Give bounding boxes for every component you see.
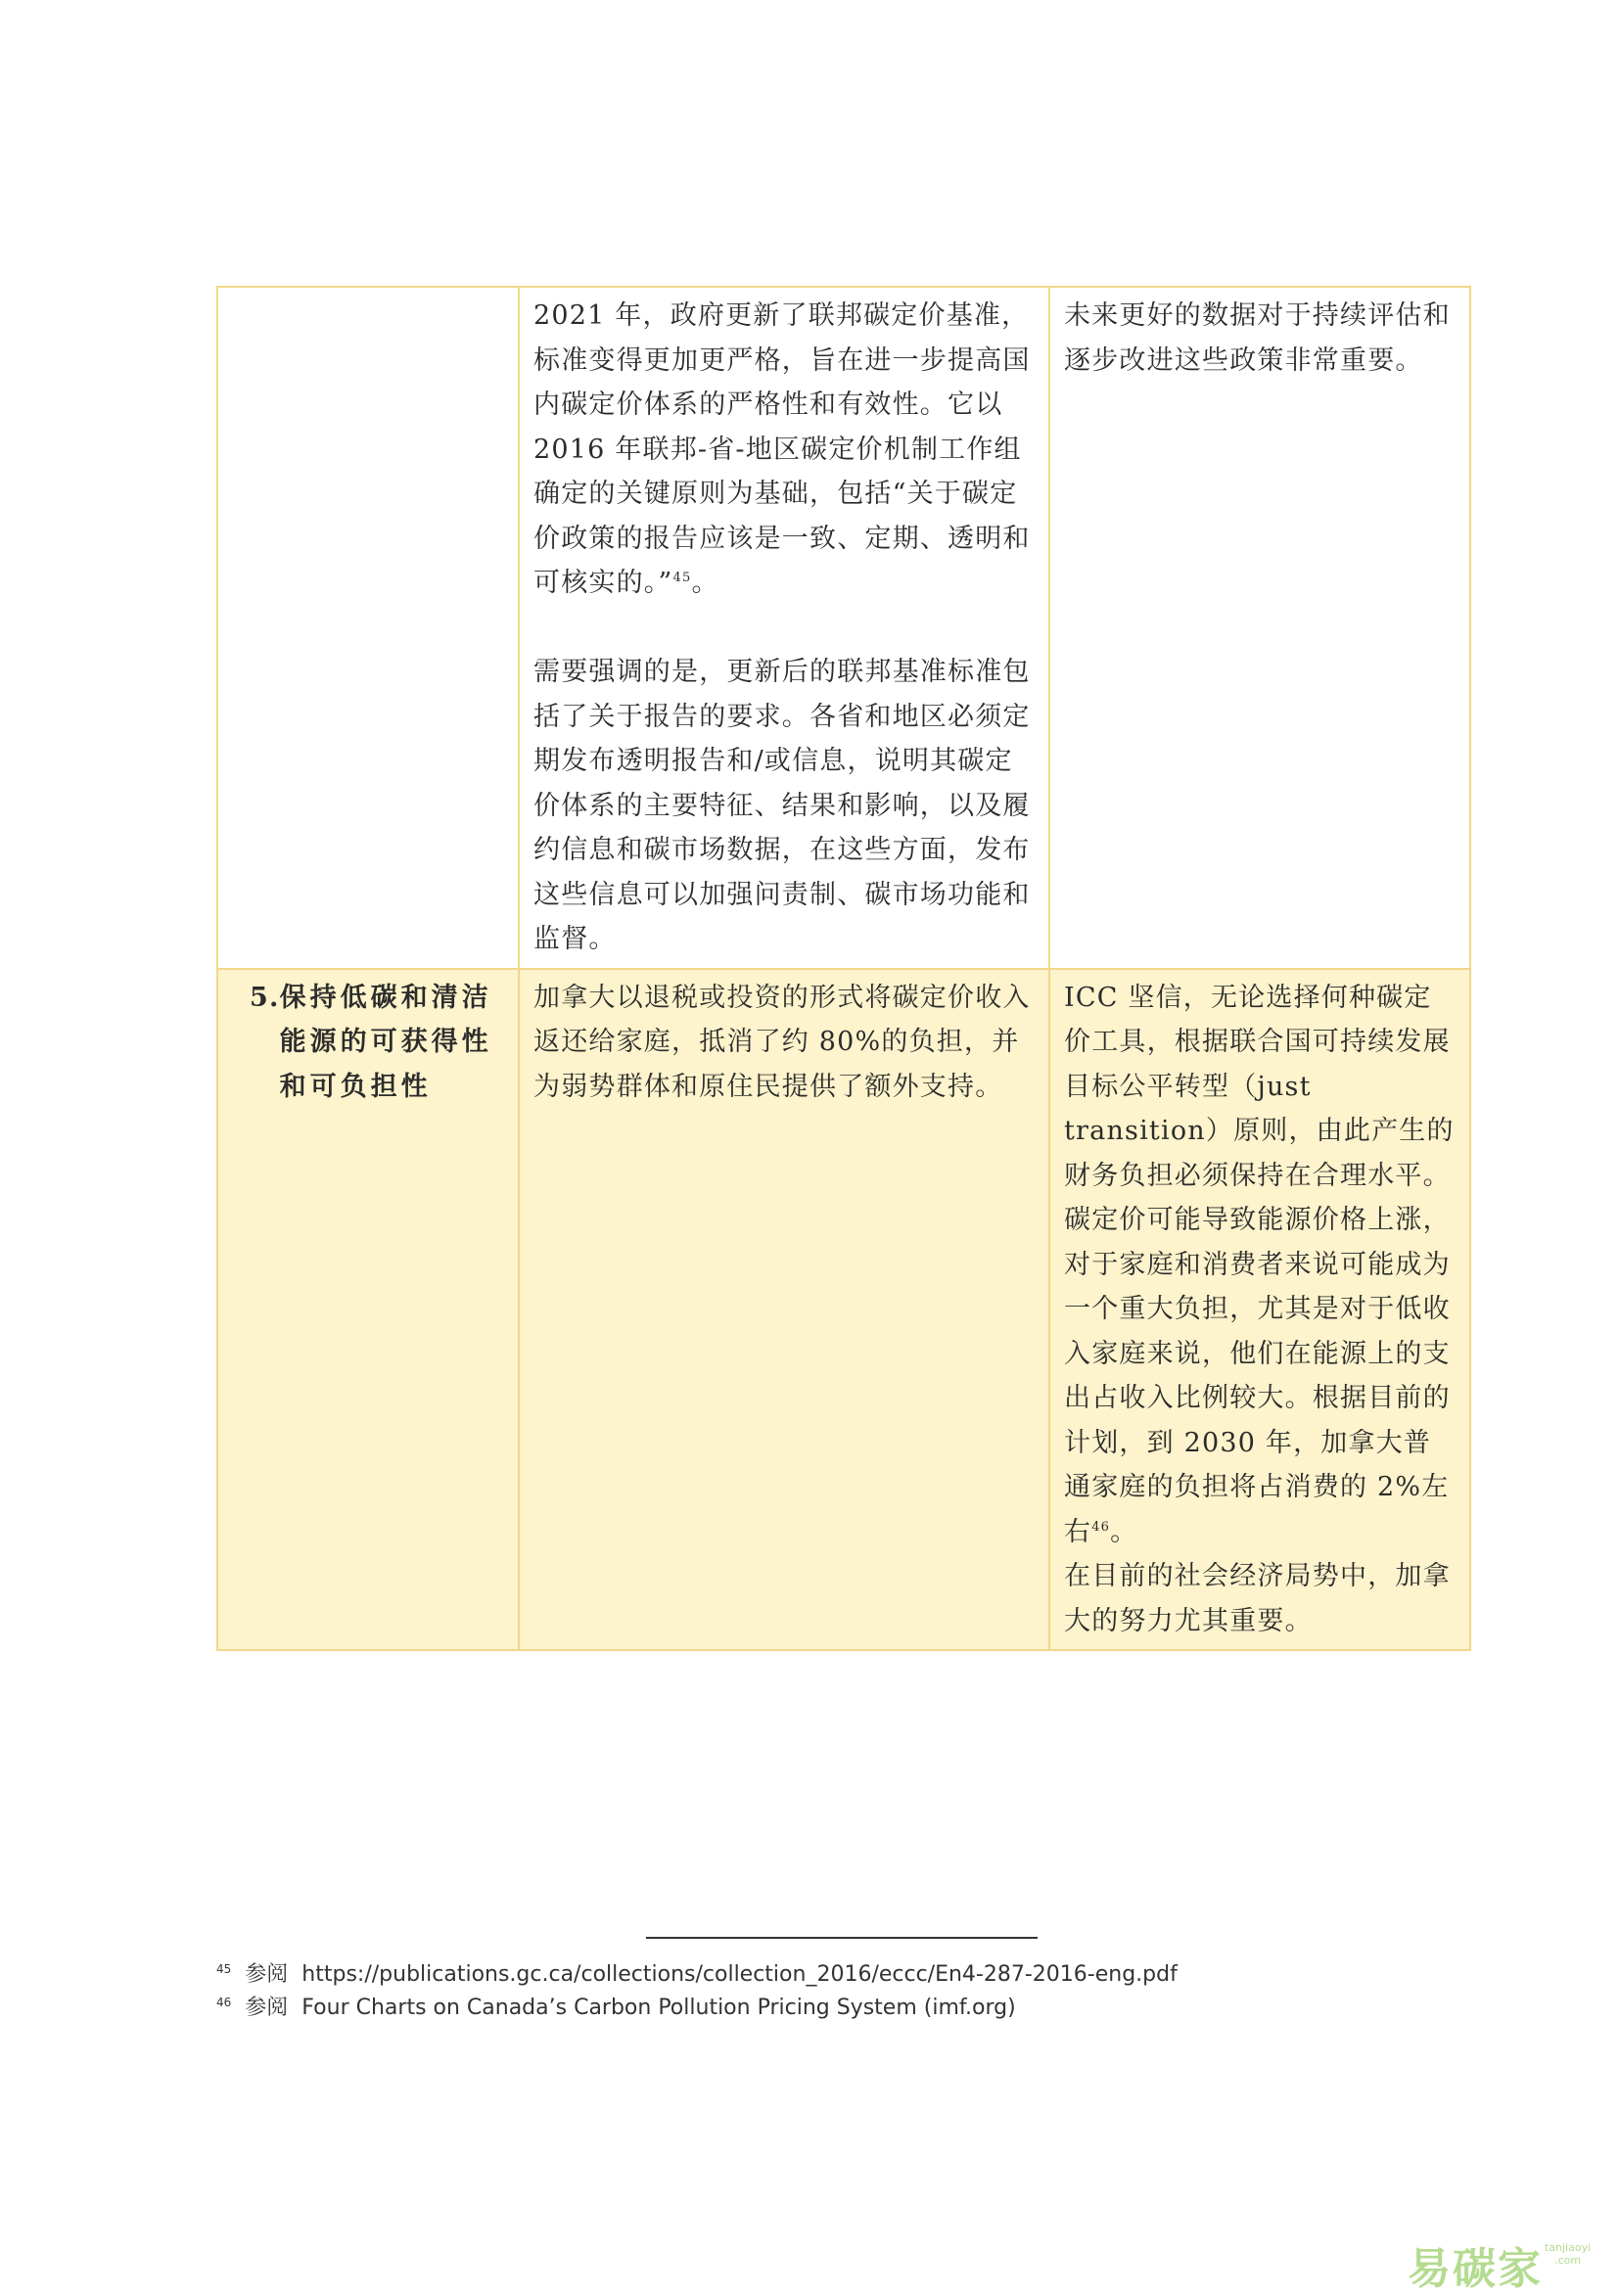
footnote — [216, 1991, 1016, 2021]
paragraph: ICC 坚信，无论选择何种碳定价工具，根据联合国可持续发展目标公平转型（just transition）原则，由此产生的财务负担必须保持在合理水平。 — [1064, 982, 1455, 1191]
watermark-logo: 易碳家 — [1408, 2244, 1543, 2294]
watermark-sub: tanjiaoyi — [1545, 2241, 1592, 2254]
paragraph-text: 碳定价可能导致能源价格上涨，对于家庭和消费者来说可能成为一个重大负担，尤其是对于低收入家庭来说，他们在能源上的支出占收入比例较大。根据目前的计划，到 2030 年，加拿大普通家庭的负担将占消费的 2%左右 — [1064, 1205, 1451, 1547]
goal-cell — [217, 969, 519, 1651]
paragraph-end: 。 — [691, 568, 719, 598]
goal-cell — [217, 287, 519, 969]
table-row — [217, 287, 1470, 969]
footnote-ref[interactable]: 45 — [672, 571, 692, 585]
paragraph-end: 。 — [1110, 1516, 1138, 1547]
footnote-divider — [646, 1937, 1038, 1939]
footnote-prefix: 参阅 — [245, 1962, 289, 1987]
paragraph — [1064, 1198, 1456, 1554]
goal-number: 5. — [250, 982, 280, 1013]
paragraph: 需要强调的是，更新后的联邦基准标准包括了关于报告的要求。各省和地区必须定期发布透明报告和/或信息，说明其碳定价体系的主要特征、结果和影响，以及履约信息和碳市场数据，在这些方面，发布这些信息可以加强问责制、碳市场功能和监督。 — [533, 657, 1031, 954]
comment-cell — [1049, 969, 1470, 1651]
paragraph — [533, 294, 1035, 606]
watermark-sub: .com — [1554, 2254, 1582, 2267]
paragraph: 未来更好的数据对于持续评估和逐步改进这些政策非常重要。 — [1064, 300, 1451, 376]
footnote-number: 45 — [216, 1961, 232, 1976]
footnote-number: 46 — [216, 1995, 232, 2009]
paragraph: 在目前的社会经济局势中，加拿大的努力尤其重要。 — [1064, 1561, 1451, 1636]
paragraph: 加拿大以退税或投资的形式将碳定价收入返还给家庭，抵消了约 80%的负担，并为弱势群体和原住民提供了额外支持。 — [533, 982, 1031, 1102]
description-cell — [519, 969, 1049, 1651]
table-row — [217, 969, 1470, 1651]
footnote-ref[interactable]: 46 — [1091, 1519, 1111, 1535]
footnote-link[interactable]: Four Charts on Canada’s Carbon Pollution Pricing System (imf.org) — [301, 1996, 1016, 2020]
footnote-prefix: 参阅 — [245, 1996, 289, 2020]
goal-title: 保持低碳和清洁能源的可获得性和可负担性 — [279, 982, 492, 1102]
policy-table — [216, 286, 1471, 1651]
watermark-domain — [1545, 2241, 1591, 2267]
footnote — [216, 1957, 1178, 1988]
description-cell — [519, 287, 1049, 969]
comment-cell — [1049, 287, 1470, 969]
paragraph-text: 2021 年，政府更新了联邦碳定价基准，标准变得更加更严格，旨在进一步提高国内碳定价体系的严格性和有效性。它以 2016 年联邦-省-地区碳定价机制工作组确定的关键原则为基础，包括“关于碳定价政策的报告应该是一致、定期、透明和可核实的。” — [533, 300, 1031, 598]
footnote-link[interactable]: https://publications.gc.ca/collections/collection_2016/eccc/En4-287-2016-eng.pdf — [301, 1962, 1178, 1987]
